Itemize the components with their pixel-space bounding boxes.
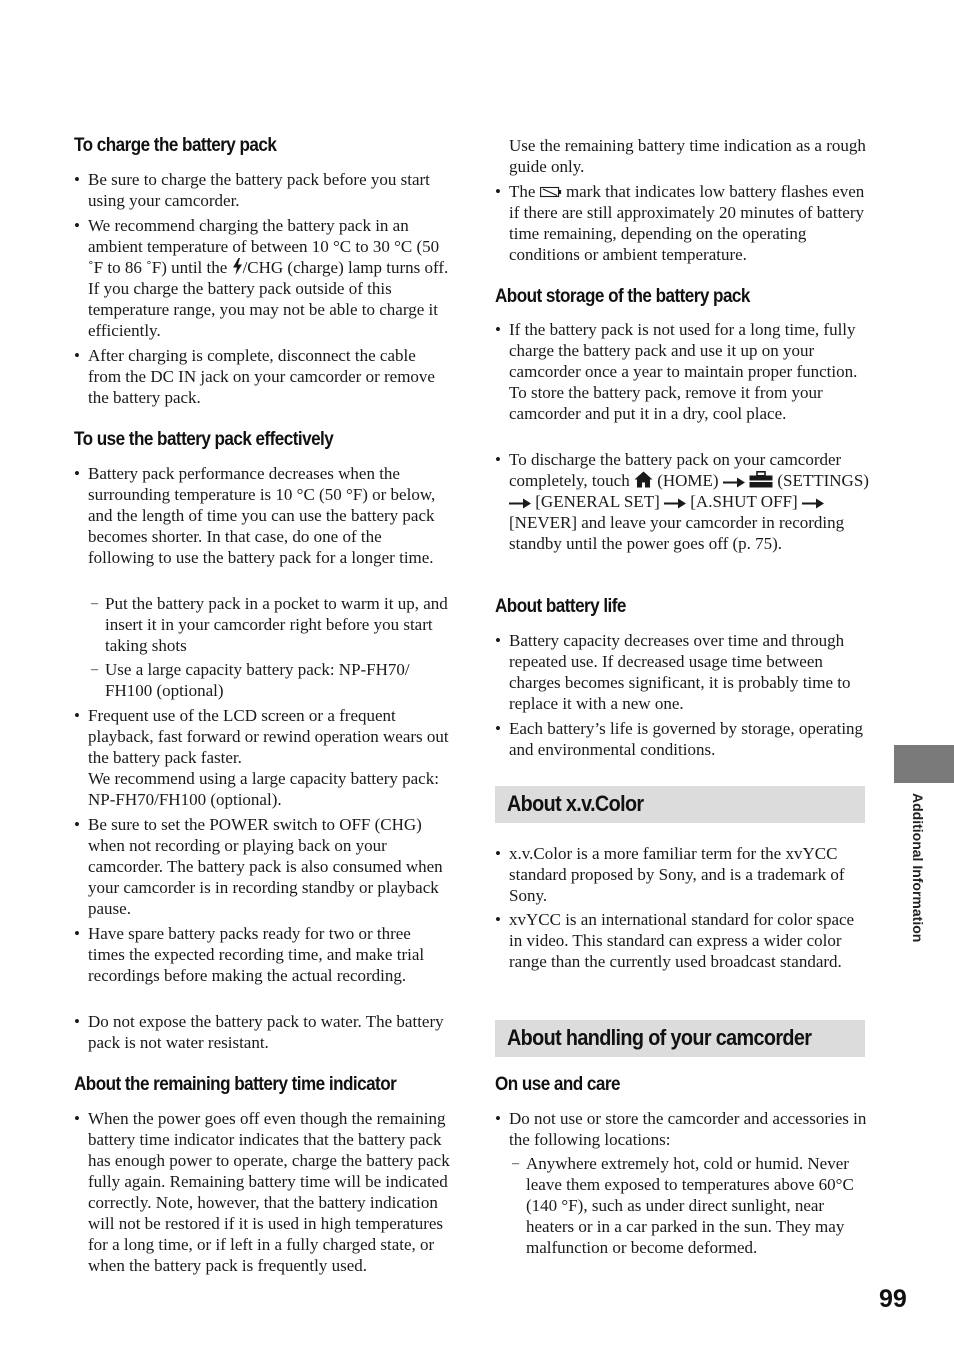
- list-item: • We recommend charging the battery pack in an ambient temperature of between 10 °C to 30 °C (50 ˚F to 86 ˚F) until the /CHG (charge) lamp turns off. If you charge the battery pack outside of this temperature range, you may not be able to charge it efficiently.: [88, 215, 450, 341]
- side-tab-label: Additional Information: [910, 793, 926, 943]
- heading-effective: To use the battery pack effectively: [74, 429, 334, 450]
- arrow-right-icon: [509, 498, 531, 509]
- low-battery-icon: [540, 186, 562, 199]
- section-heading: About handling of your camcorder: [507, 1025, 812, 1050]
- list-item: • Frequent use of the LCD screen or a frequent playback, fast forward or rewind operation wears out the battery pack faster.: [88, 705, 450, 768]
- list-item-continuation: We recommend using a large capacity battery pack: NP-FH70/FH100 (optional).: [88, 769, 439, 809]
- list-item: • To discharge the battery pack on your camcorder completely, touch (HOME) (SETTINGS) [GENERAL SET] [A.SHUT OFF] [NEVER] and leave your camcorder in recording standby until the power goes off (p. 75).: [509, 449, 871, 554]
- section-heading: About x.v.Color: [507, 791, 644, 816]
- flash-icon: [232, 258, 243, 275]
- list-subitem: – Anywhere extremely hot, cold or humid. Never leave them exposed to temperatures above 60°C (140 °F), such as under direct sunlight, near heaters or in a car parked in the sun. They may malfunction or become deformed.: [526, 1153, 871, 1258]
- list-item: • xvYCC is an international standard for color space in video. This standard can express a wider color range than the currently used broadcast standard.: [509, 909, 871, 972]
- list-item: • x.v.Color is a more familiar term for the xvYCC standard proposed by Sony, and is a trademark of Sony.: [509, 843, 871, 906]
- list-item: • When the power goes off even though the remaining battery time indicator indicates that the battery pack has enough power to operate, charge the battery pack fully again. Remaining battery time will be indicated correctly. Note, however, that the battery indication will not be restored if it is used in high temperatures for a long time, or if left in a fully charged state, or when the battery pack is frequently used.: [88, 1108, 450, 1276]
- home-icon: [634, 471, 653, 488]
- heading-use-and-care: On use and care: [495, 1074, 620, 1095]
- toolbox-settings-icon: [749, 471, 773, 488]
- list-subitem: – Use a large capacity battery pack: NP-FH70/ FH100 (optional): [105, 659, 450, 701]
- list-item: • Each battery’s life is governed by storage, operating and environmental conditions.: [509, 718, 871, 760]
- list-item: • Be sure to set the POWER switch to OFF (CHG) when not recording or playing back on your camcorder. The battery pack is also consumed when your camcorder is in recording standby or playback pause.: [88, 814, 450, 919]
- list-item: • Be sure to charge the battery pack before you start using your camcorder.: [88, 169, 450, 211]
- list-item: • Battery capacity decreases over time and through repeated use. If decreased usage time between charges becomes significant, it is probably time to replace it with a new one.: [509, 630, 871, 714]
- list-item: • If the battery pack is not used for a long time, fully charge the battery pack and use it up on your camcorder once a year to maintain proper function. To store the battery pack, remove it from your camcorder and put it in a dry, cool place.: [509, 319, 871, 424]
- page-number: 99: [879, 1285, 907, 1313]
- paragraph-continuation: Use the remaining battery time indication as a rough guide only.: [509, 136, 866, 176]
- section-band-handling: [495, 1020, 865, 1057]
- heading-battery-life: About battery life: [495, 596, 626, 617]
- heading-charge: To charge the battery pack: [74, 135, 277, 156]
- list-item: • Do not expose the battery pack to water. The battery pack is not water resistant.: [88, 1011, 450, 1053]
- arrow-right-icon: [723, 477, 745, 488]
- list-item: • After charging is complete, disconnect the cable from the DC IN jack on your camcorder or remove the battery pack.: [88, 345, 450, 408]
- section-band-xvcolor: [495, 786, 865, 823]
- arrow-right-icon: [664, 498, 686, 509]
- list-subitem: – Put the battery pack in a pocket to warm it up, and insert it in your camcorder right before you start taking shots: [105, 593, 450, 656]
- list-item: • Battery pack performance decreases when the surrounding temperature is 10 °C (50 °F) or below, and the length of time you can use the battery pack becomes shorter. In that case, do one of the following to use the battery pack for a longer time.: [88, 463, 450, 568]
- heading-remaining: About the remaining battery time indicator: [74, 1074, 397, 1095]
- heading-storage: About storage of the battery pack: [495, 286, 750, 307]
- section-tab-marker: [894, 745, 954, 783]
- list-item: • Have spare battery packs ready for two or three times the expected recording time, and make trial recordings before making the actual recording.: [88, 923, 450, 986]
- list-item: • The mark that indicates low battery flashes even if there are still approximately 20 minutes of battery time remaining, depending on the operating conditions or ambient temperature.: [509, 181, 871, 265]
- list-item: • Do not use or store the camcorder and accessories in the following locations:: [509, 1108, 871, 1150]
- arrow-right-icon: [802, 498, 824, 509]
